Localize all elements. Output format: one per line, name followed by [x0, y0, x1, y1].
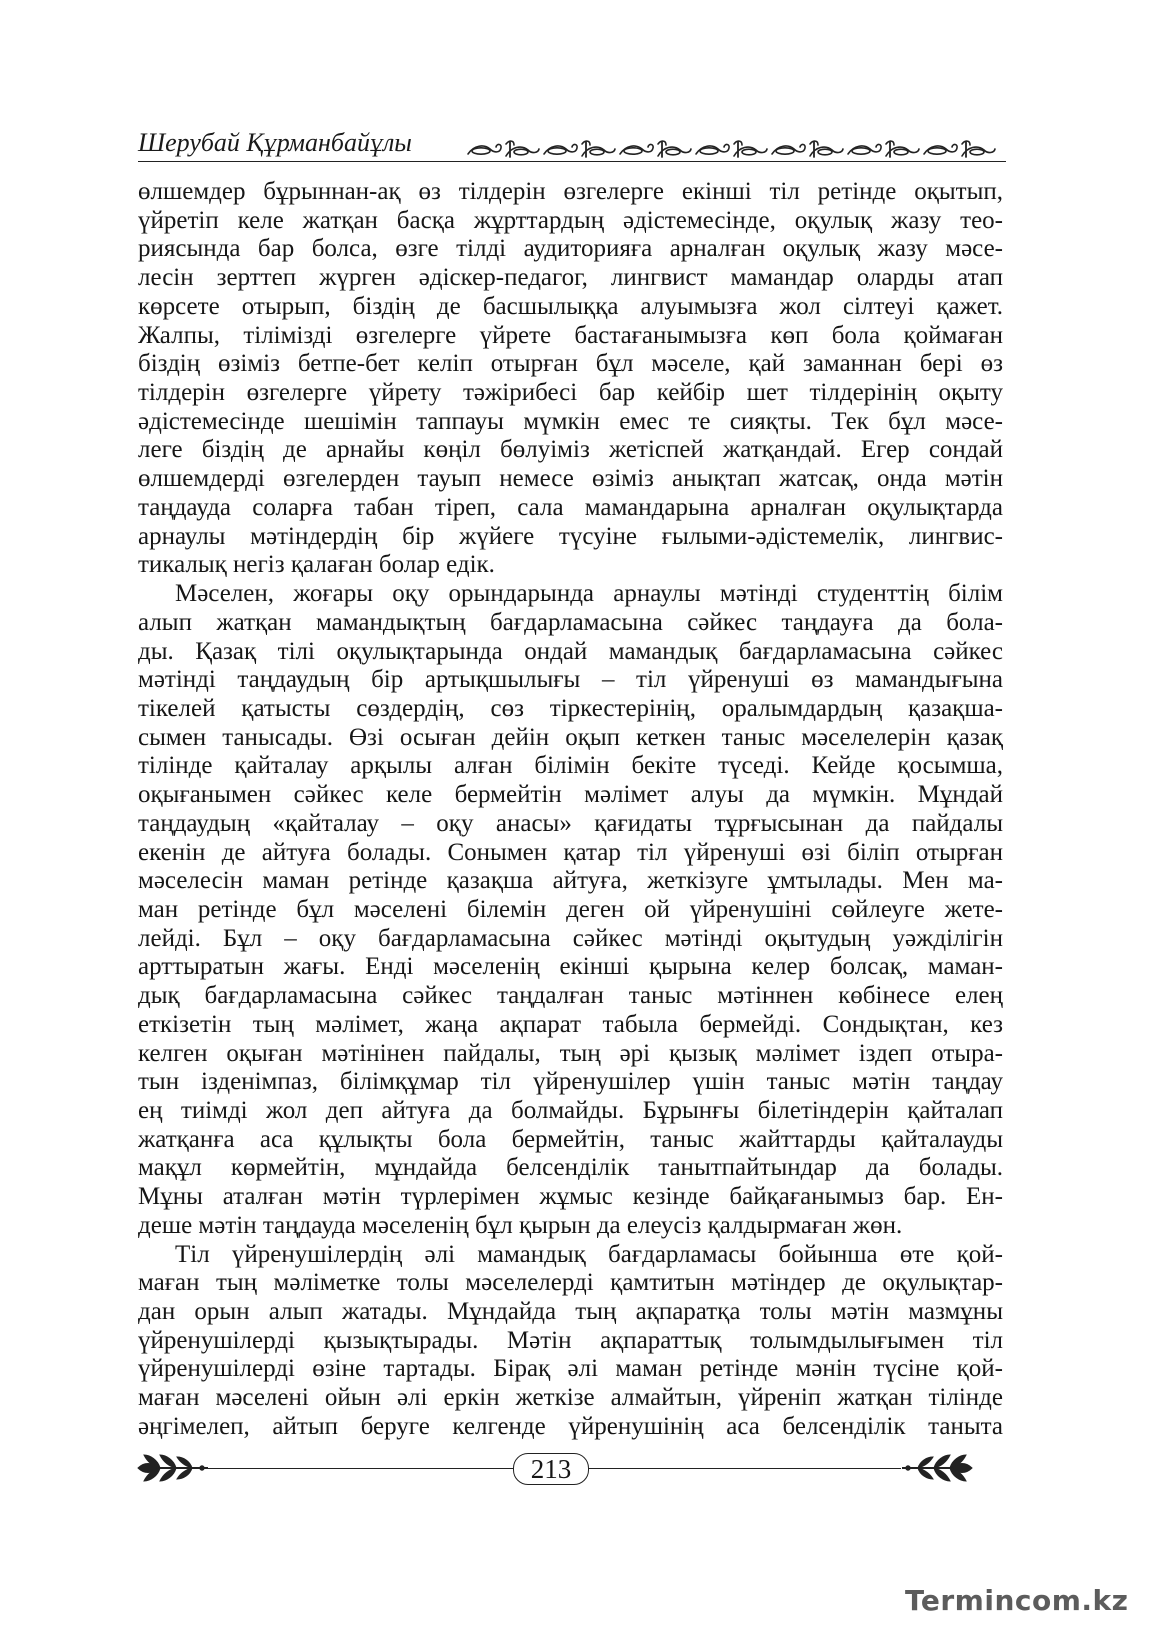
text-line: лесін зерттеп жүрген әдіскер-педагог, лингвист мамандар оларды атап: [138, 264, 1003, 292]
header-ornament: [466, 136, 1006, 164]
text-line: Тіл үйренушілердің әлі мамандық бағдарламасы бойынша өте қой-: [175, 1240, 1003, 1268]
text-line: таңдауда соларға табан тіреп, сала мамандарына арналған оқулықтарда: [138, 493, 1003, 521]
text-line: мәселесін маман ретінде қазақша айтуға, жеткізуге ұмтылады. Мен ма-: [138, 867, 1003, 895]
text-line: деше мәтін таңдауда мәселенің бұл қырын да елеусіз қалдырмаған жөн.: [138, 1211, 903, 1239]
text-line: сымен танысады. Өзі осыған дейін оқып кеткен таныс мәселелерін қазақ: [138, 723, 1003, 751]
text-line: әңгімелеп, айтып беруге келгенде үйренушінің аса белсенділік таныта: [138, 1412, 1003, 1440]
footer-rule-left: [206, 1468, 513, 1469]
page-number: 213: [513, 1453, 589, 1485]
footer-right-leaf-ornament: [900, 1452, 976, 1486]
text-line: әдістемесінде шешімін таппауы мүмкін емес те сияқты. Тек бұл мәсе-: [138, 407, 1003, 435]
text-line: көрсете отырып, біздің де басшылыққа алуымызға жол сілтеуі қажет.: [138, 292, 1003, 320]
text-line: оқығанымен сәйкес келе бермейтін мәлімет алуы да мүмкін. Мұндай: [138, 781, 1003, 809]
text-line: Мұны аталған мәтін түрлерімен жұмыс кезінде байқағанымыз бар. Ен-: [138, 1183, 1003, 1211]
text-line: дан орын алып жатады. Мұндайда тың ақпаратқа толы мәтін мазмұны: [138, 1298, 1003, 1326]
running-header-author: Шерубай Құрманбайұлы: [138, 128, 412, 157]
text-line: леге біздің де арнайы көңіл бөлуіміз жетіспей жатқандай. Егер сондай: [138, 436, 1003, 464]
text-line: дық бағдарламасына сәйкес таңдалған таныс мәтіннен көбінесе елең: [138, 982, 1003, 1010]
text-line: өлшемдер бұрыннан-ақ өз тілдерін өзгелерге екінші тіл ретінде оқытып,: [138, 178, 1003, 205]
text-line: тілдерін өзгелерге үйрету тәжірибесі бар кейбір шет тілдерінің оқыту: [138, 379, 1003, 407]
text-line: ман ретінде бұл мәселені білемін деген ой үйренушіні сөйлеуге жете-: [138, 895, 1003, 923]
text-line: арттыратын жағы. Енді мәселенің екінші қырына келер болсақ, маман-: [138, 953, 1003, 981]
footer-rule-right: [589, 1468, 901, 1469]
paragraph: [138, 580, 1003, 1241]
text-line: келген оқыған мәтінінен пайдалы, тың әрі қызық мәлімет іздеп отыра-: [138, 1039, 1003, 1067]
text-line: үйренушілерді қызықтырады. Мәтін ақпараттық толымдылығымен тіл: [138, 1326, 1003, 1354]
text-line: тікелей қатысты сөздердің, сөз тіркестерінің, оралымдардың қазақша-: [138, 694, 1003, 722]
paragraph: [138, 178, 1003, 580]
text-line: маған мәселені ойын әлі еркін жеткізе алмайтын, үйреніп жатқан тілінде: [138, 1384, 1003, 1412]
paragraph: [138, 1241, 1003, 1442]
text-line: ды. Қазақ тілі оқулықтарында ондай мамандық бағдарламасына сәйкес: [138, 637, 1003, 665]
text-line: Жалпы, тілімізді өзгелерге үйрете бастағанымызға көп бола қоймаған: [138, 321, 1003, 349]
text-line: Мәселен, жоғары оқу орындарында арнаулы мәтінді студенттің білім: [175, 580, 1003, 608]
text-line: таңдаудың «қайталау – оқу анасы» қағидаты тұрғысынан да пайдалы: [138, 809, 1003, 837]
text-line: өлшемдерді өзгелерден тауып немесе өзіміз анықтап жатсақ, онда мәтін: [138, 465, 1003, 493]
site-watermark: Termincom.kz: [905, 1584, 1129, 1617]
text-line: жатқанға аса құлықты бола бермейтін, таныс жайттарды қайталауды: [138, 1125, 1003, 1153]
text-line: лейді. Бұл – оқу бағдарламасына сәйкес мәтінді оқытудың уәжділігін: [138, 924, 1003, 952]
text-line: маған тың мәліметке толы мәселелерді қамтитын мәтіндер де оқулықтар-: [138, 1269, 1003, 1297]
text-line: риясында бар болса, өзге тілді аудиторияға арналған оқулық жазу мәсе-: [138, 235, 1003, 263]
text-line: ең тиімді жол деп айтуға да болмайды. Бұрынғы білетіндерін қайталап: [138, 1097, 1003, 1124]
text-line: біздің өзіміз бетпе-бет келіп отырған бұл мәселе, қай заманнан бері өз: [138, 350, 1003, 378]
footer-left-leaf-ornament: [134, 1452, 210, 1486]
text-line: тілінде қайталау арқылы алған білімін бекіте түседі. Кейде қосымша,: [138, 752, 1003, 780]
text-line: арнаулы мәтіндердің бір жүйеге түсуіне ғылыми-әдістемелік, лингвис-: [138, 522, 1003, 550]
text-line: үйренушілерді өзіне тартады. Бірақ әлі маман ретінде мәнін түсіне қой-: [138, 1355, 1003, 1383]
body-text: [138, 178, 1003, 1442]
text-line: үйретіп келе жатқан басқа жұрттардың әдістемесінде, оқулық жазу тео-: [138, 206, 1003, 234]
text-line: мақұл көрмейтін, мұндайда белсенділік танытпайтындар да болады.: [138, 1154, 1003, 1182]
text-line: алып жатқан мамандықтың бағдарламасына сәйкес таңдауға да бола-: [138, 608, 1003, 636]
text-line: екенін де айтуға болады. Сонымен қатар тіл үйренуші өзі біліп отырған: [138, 838, 1003, 866]
text-line: мәтінді таңдаудың бір артықшылығы – тіл үйренуші өз мамандығына: [138, 666, 1003, 694]
text-line: тын ізденімпаз, білімқұмар тіл үйренушілер үшін таныс мәтін таңдау: [138, 1068, 1003, 1096]
text-line: тикалық негіз қалаған болар едік.: [138, 551, 495, 579]
text-line: еткізетін тың мәлімет, жаңа ақпарат табыла бермейді. Сондықтан, кез: [138, 1010, 1003, 1038]
